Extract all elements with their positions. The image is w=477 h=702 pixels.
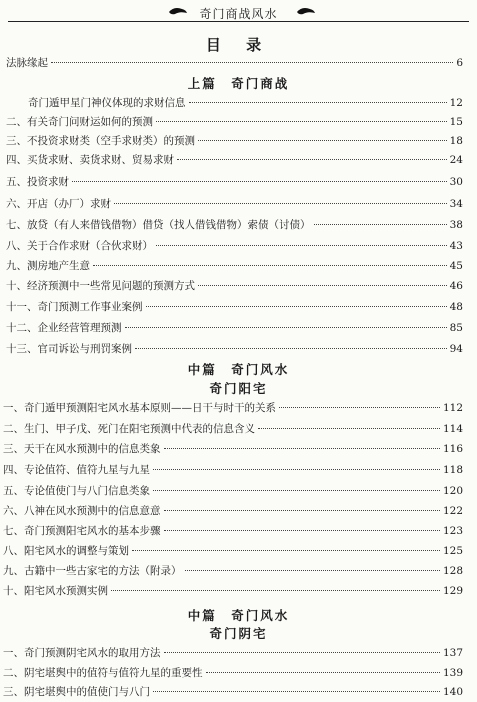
toc-entry-label: 八、关于合作求财（合伙求财） (6, 240, 153, 252)
toc-entry-label: 五、投资求财 (6, 176, 69, 188)
leader-dots (164, 510, 440, 511)
toc-entry-label: 十二、企业经营管理预测 (6, 322, 122, 334)
part-title-middle-yin: 中篇 奇门风水 (187, 608, 290, 623)
toc-entry[interactable] (0, 299, 477, 317)
toc-entry-page: 43 (449, 240, 463, 252)
leader-dots (314, 224, 447, 225)
running-header-title: 奇门商战风水 (199, 7, 278, 21)
toc-entry-label: 二、阴宅堪舆中的值符与值符九星的重要性 (3, 667, 203, 679)
toc-entry-label: 八、阳宅风水的调整与策划 (3, 545, 129, 557)
toc-entry-page: 46 (449, 280, 463, 292)
toc-entry-label: 七、放贷（有人来借钱借物）借贷（找人借钱借物）索债（讨债） (6, 219, 311, 231)
leader-dots (146, 306, 447, 307)
leader-dots (153, 691, 440, 692)
leader-dots (185, 570, 440, 571)
toc-entry[interactable] (0, 238, 477, 256)
leader-dots (164, 652, 440, 653)
toc-entry-page: 30 (449, 176, 463, 188)
toc-entry-page: 114 (442, 423, 463, 435)
toc-entry[interactable] (0, 503, 477, 521)
toc-entry-label: 十、经济预测中一些常见问题的预测方式 (6, 280, 195, 292)
toc-entry[interactable] (0, 684, 477, 702)
toc-entry-page: 122 (442, 505, 463, 517)
toc-entry-label: 九、古籍中一些古家宅的方法（附录） (3, 565, 182, 577)
toc-entry-page: 45 (449, 260, 463, 272)
leader-dots (51, 62, 453, 63)
toc-entry-label: 三、阴宅堪舆中的值使门与八门 (3, 686, 150, 698)
toc-entry[interactable] (0, 341, 477, 359)
toc-entry-label: 十、阳宅风水预测实例 (3, 585, 108, 597)
leader-dots (72, 181, 447, 182)
toc-entry-label: 一、奇门预测阴宅风水的取用方法 (3, 647, 161, 659)
part-title-middle: 中篇 奇门风水 (187, 362, 290, 377)
toc-entry-page: 125 (442, 545, 463, 557)
toc-entry-page: 12 (449, 97, 463, 109)
toc-entry-page: 128 (442, 565, 463, 577)
leader-dots (198, 140, 447, 141)
toc-entry[interactable] (0, 217, 477, 235)
toc-entry-page: 85 (449, 322, 463, 334)
leader-dots (125, 327, 447, 328)
toc-entry[interactable] (0, 462, 477, 480)
toc-entry-page: 94 (449, 343, 463, 355)
toc-entry-page: 129 (442, 585, 463, 597)
toc-entry[interactable] (0, 523, 477, 541)
leader-dots (279, 407, 440, 408)
leader-dots (198, 285, 447, 286)
part-title-upper: 上篇 奇门商战 (187, 76, 290, 91)
toc-entry-label: 三、天干在风水预测中的信息类象 (3, 443, 161, 455)
toc-title: 目 录 (205, 36, 272, 54)
toc-entry[interactable] (0, 441, 477, 459)
toc-entry[interactable] (0, 421, 477, 439)
leader-dots (156, 121, 447, 122)
right-ornament-icon (296, 6, 316, 16)
toc-entry-label: 十一、奇门预测工作事业案例 (6, 301, 143, 313)
toc-entry[interactable] (0, 258, 477, 276)
toc-entry-label: 四、买货求财、卖货求财、贸易求财 (6, 154, 174, 166)
leader-dots (156, 245, 447, 246)
toc-entry-label: 七、奇门预测阳宅风水的基本步骤 (3, 525, 161, 537)
toc-entry-label: 二、生门、甲子戊、死门在阳宅预测中代表的信息含义 (3, 423, 255, 435)
toc-entry-page: 48 (449, 301, 463, 313)
toc-entry-label: 三、不投资求财类（空手求财类）的预测 (6, 135, 195, 147)
toc-entry-page: 38 (449, 219, 463, 231)
toc-entry[interactable] (0, 583, 477, 601)
toc-entry[interactable] (0, 196, 477, 214)
toc-entry-page: 6 (456, 57, 463, 69)
toc-entry-label: 二、有关奇门问财运如何的预测 (6, 116, 153, 128)
toc-entry-label: 法脉缘起 (6, 57, 48, 69)
toc-entry[interactable] (0, 278, 477, 296)
toc-entry-page: 15 (449, 116, 463, 128)
toc-entry-page: 24 (449, 154, 463, 166)
toc-entry[interactable] (0, 563, 477, 581)
leader-dots (153, 469, 440, 470)
toc-entry[interactable] (0, 400, 477, 418)
toc-entry-page: 120 (442, 485, 463, 497)
toc-entry-label: 六、开店（办厂）求财 (6, 198, 111, 210)
toc-entry-label: 五、专论值使门与八门信息类象 (3, 485, 150, 497)
toc-entry[interactable] (0, 483, 477, 501)
leader-dots (135, 348, 447, 349)
section-title-yang: 奇门阳宅 (209, 381, 268, 396)
toc-entry-page: 123 (442, 525, 463, 537)
toc-entry-page: 34 (449, 198, 463, 210)
toc-entry[interactable] (0, 95, 477, 113)
leader-dots (164, 448, 440, 449)
toc-entry[interactable] (0, 320, 477, 338)
toc-entry-page: 116 (442, 443, 463, 455)
toc-entry-label: 九、测房地产生意 (6, 260, 90, 272)
page-header (0, 0, 477, 26)
leader-dots (132, 550, 440, 551)
leader-dots (93, 265, 447, 266)
toc-entry-page: 140 (442, 686, 463, 698)
toc-entry[interactable] (0, 174, 477, 192)
toc-entry-page: 112 (442, 402, 463, 414)
leader-dots (111, 590, 440, 591)
toc-entry[interactable] (0, 665, 477, 683)
toc-entry[interactable] (0, 543, 477, 561)
toc-entry[interactable] (0, 645, 477, 663)
toc-entry-page: 118 (442, 464, 463, 476)
toc-entry-label: 六、八神在风水预测中的信息意意 (3, 505, 161, 517)
toc-entry[interactable] (0, 133, 477, 151)
leader-dots (153, 490, 440, 491)
section-title-yin: 奇门阴宅 (209, 626, 268, 641)
leader-dots (206, 672, 440, 673)
toc-entry-intro[interactable] (0, 55, 477, 73)
leader-dots (177, 159, 447, 160)
header-rule (8, 21, 469, 22)
leader-dots (114, 203, 447, 204)
toc-entry-label: 四、专论值符、值符九星与九星 (3, 464, 150, 476)
toc-entry[interactable] (0, 114, 477, 132)
toc-entry-label: 十三、官司诉讼与刑罚案例 (6, 343, 132, 355)
leader-dots (258, 428, 440, 429)
toc-entry-label: 奇门遁甲星门神仪体现的求财信息 (28, 97, 186, 109)
toc-entry-page: 139 (442, 667, 463, 679)
toc-entry-page: 137 (442, 647, 463, 659)
toc-entry[interactable] (0, 152, 477, 170)
toc-entry-page: 18 (449, 135, 463, 147)
toc-entry-label: 一、奇门遁甲预测阳宅风水基本原则——日干与时干的关系 (3, 402, 276, 414)
leader-dots (164, 530, 440, 531)
leader-dots (189, 102, 447, 103)
